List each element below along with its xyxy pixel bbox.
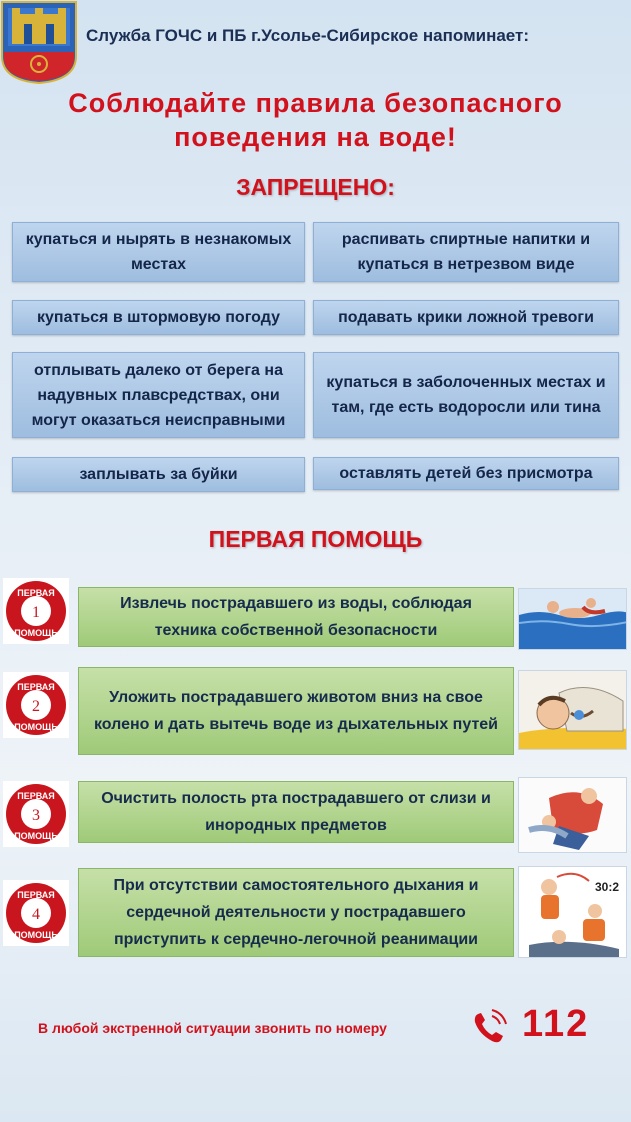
page-title [0,86,631,154]
rule-item: купаться в заболоченных местах и там, где есть водоросли или тина [313,352,619,438]
organization-title: Служба ГОЧС и ПБ г.Усолье-Сибирское напоминает: [86,26,530,45]
emergency-phone-number: 112 [522,1003,590,1045]
first-aid-badge-1 [3,578,69,644]
rule-item: оставлять детей без присмотра [313,457,619,490]
city-crest-logo [0,0,78,84]
svg-text:ПЕРВАЯ: ПЕРВАЯ [17,791,55,801]
emergency-call-text: В любой экстренной ситуации звонить по номеру [38,1020,387,1036]
svg-text:30:2: 30:2 [595,880,620,894]
svg-text:ПЕРВАЯ: ПЕРВАЯ [17,588,55,598]
svg-text:ПОМОЩЬ: ПОМОЩЬ [14,930,58,940]
rule-item: отплывать далеко от берега на надувных плавсредствах, они могут оказаться неисправными [12,352,305,438]
first-aid-step-1: Извлечь пострадавшего из воды, соблюдая техника собственной безопасности [78,587,514,647]
rule-item: купаться и нырять в незнакомых местах [12,222,305,282]
first-aid-step-4: При отсутствии самостоятельного дыхания и сердечной деятельности у пострадавшего приступить к сердечно-легочной реанимации [78,868,514,957]
rule-item: подавать крики ложной тревоги [313,300,619,335]
svg-text:ПЕРВАЯ: ПЕРВАЯ [17,682,55,692]
svg-text:4: 4 [32,906,40,923]
svg-text:1: 1 [32,604,40,621]
svg-text:ПОМОЩЬ: ПОМОЩЬ [14,831,58,841]
phone-icon [470,1008,508,1046]
forbidden-heading: ЗАПРЕЩЕНО: [236,174,395,200]
first-aid-step-3: Очистить полость рта пострадавшего от слизи и инородных предметов [78,781,514,843]
cpr-illustration [518,866,627,958]
title-line-2: поведения на воде! [174,122,457,152]
svg-text:ПЕРВАЯ: ПЕРВАЯ [17,890,55,900]
svg-text:ПОМОЩЬ: ПОМОЩЬ [14,722,58,732]
rescue-illustration [518,588,627,650]
first-aid-badge-4 [3,880,69,946]
first-aid-badge-2 [3,672,69,738]
rule-item: купаться в штормовую погоду [12,300,305,335]
first-aid-step-2: Уложить пострадавшего животом вниз на свое колено и дать вытечь воде из дыхательных путей [78,667,514,755]
first-aid-heading: ПЕРВАЯ ПОМОЩЬ [208,526,423,552]
airway-illustration [518,670,627,750]
svg-text:2: 2 [32,698,40,715]
svg-text:3: 3 [32,807,40,824]
first-aid-badge-3 [3,781,69,847]
rule-item: заплывать за буйки [12,457,305,492]
svg-text:ПОМОЩЬ: ПОМОЩЬ [14,628,58,638]
mouth-clearing-illustration [518,777,627,853]
title-line-1: Соблюдайте правила безопасного [68,88,563,118]
rule-item: распивать спиртные напитки и купаться в нетрезвом виде [313,222,619,282]
